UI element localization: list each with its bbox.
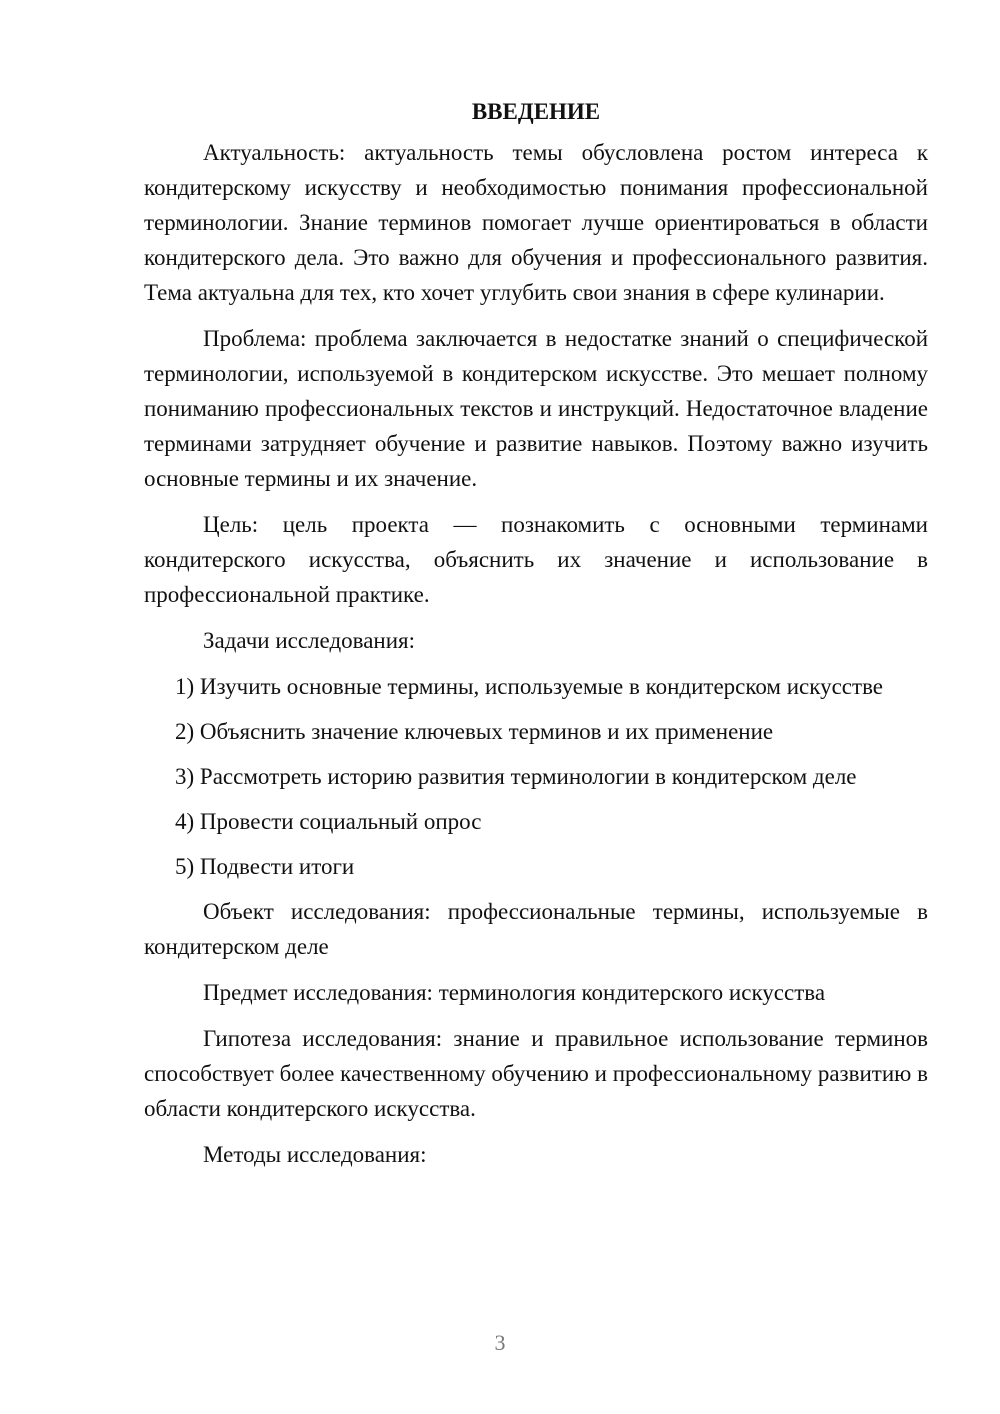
- tasks-heading: Задачи исследования:: [203, 628, 416, 653]
- goal-paragraph: Цель: цель проекта — познакомить с основными терминами кондитерского искусства, объяснить их значение и использование в профессиональной практике.: [144, 512, 928, 607]
- methods-heading: Методы исследования:: [203, 1142, 427, 1167]
- hypothesis-paragraph: Гипотеза исследования: знание и правильное использование терминов способствует более качественному обучению и профессиональному развитию в области кондитерского искусства.: [144, 1026, 928, 1121]
- document-body: [144, 94, 928, 1183]
- relevance-paragraph: Актуальность: актуальность темы обусловлена ростом интереса к кондитерскому искусству и необходимостью понимания профессиональной терминологии. Знание терминов помогает лучше ориентироваться в области кондитерского дела. Это важно для обучения и профессионального развития. Тема актуальна для тех, кто хочет углубить свои знания в сфере кулинарии.: [144, 140, 928, 305]
- task-item-1: 1) Изучить основные термины, используемые в кондитерском искусстве: [175, 674, 884, 699]
- section-title: ВВЕДЕНИЕ: [471, 99, 601, 124]
- task-item-2: 2) Объяснить значение ключевых терминов и их применение: [175, 719, 774, 744]
- task-item-3: 3) Рассмотреть историю развития терминологии в кондитерском деле: [175, 764, 857, 789]
- object-paragraph: Объект исследования: профессиональные термины, используемые в кондитерском деле: [144, 899, 928, 959]
- page-number: 3: [494, 1330, 506, 1355]
- task-item-5: 5) Подвести итоги: [175, 854, 355, 879]
- subject-paragraph: Предмет исследования: терминология кондитерского искусства: [203, 980, 826, 1005]
- problem-paragraph: Проблема: проблема заключается в недостатке знаний о специфической терминологии, используемой в кондитерском искусстве. Это мешает полному пониманию профессиональных текстов и инструкций. Недостаточное владение терминами затрудняет обучение и развитие навыков. Поэтому важно изучить основные термины и их значение.: [144, 326, 928, 491]
- task-item-4: 4) Провести социальный опрос: [175, 809, 482, 834]
